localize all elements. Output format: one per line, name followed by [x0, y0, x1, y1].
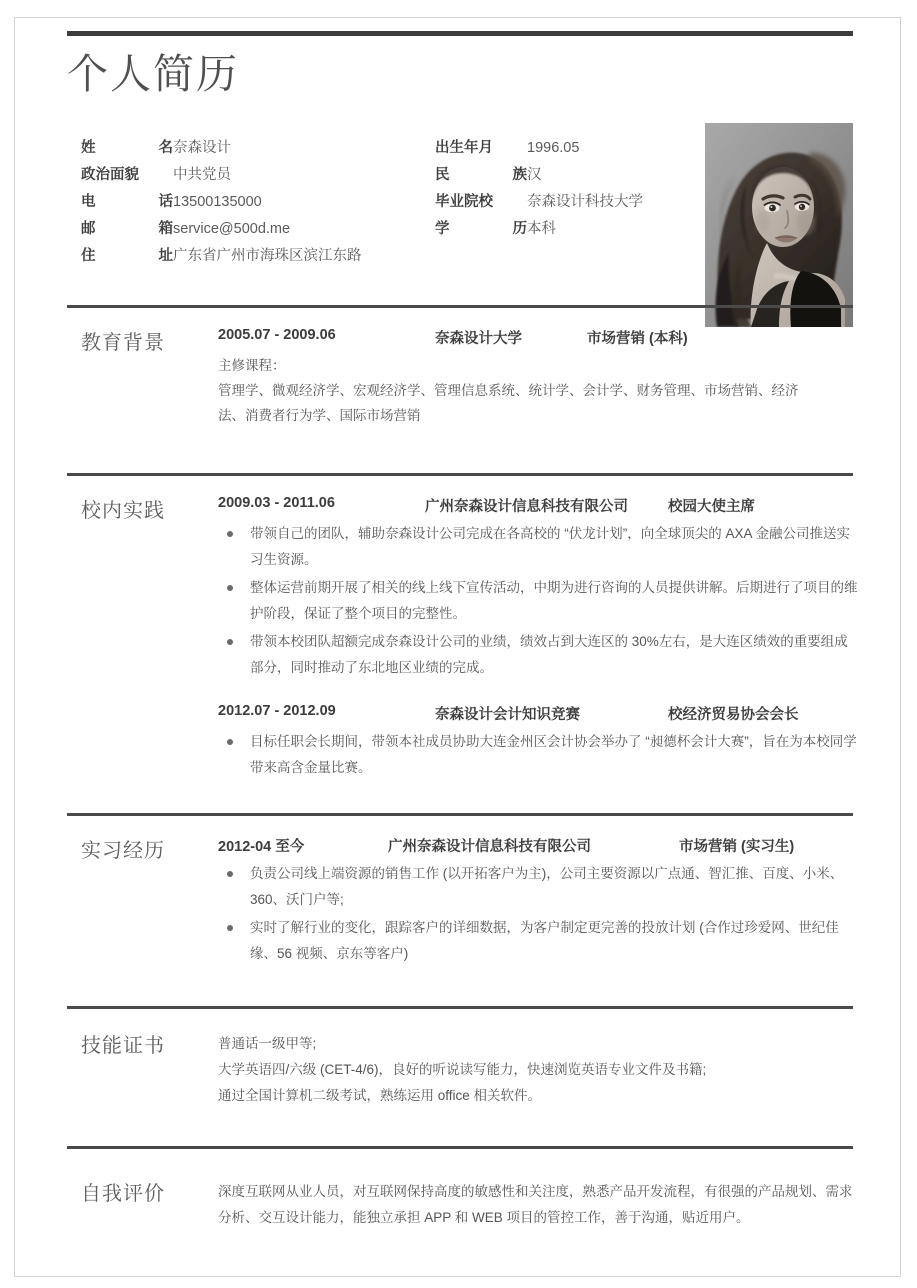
- section-divider-rule: [67, 473, 853, 476]
- info-row-name: [81, 136, 431, 163]
- entry-bullet-list: [218, 729, 858, 781]
- section-label-skills: 技能证书: [81, 1035, 165, 1057]
- entry-date: 2012.07 - 2012.09: [218, 703, 336, 719]
- info-value-email: service@500d.me: [173, 221, 291, 237]
- info-value-address: 广东省广州市海珠区滨江东路: [173, 248, 362, 264]
- info-label-ethnicity: 民 族: [435, 167, 527, 183]
- section-body-skills: [218, 1031, 858, 1109]
- section-body-campus-practice: [218, 495, 858, 783]
- info-label-name: 姓 名: [81, 140, 173, 156]
- education-courses-line-2: 法、消费者行为学、国际市场营销: [218, 408, 421, 423]
- list-item: 整体运营前期开展了相关的线上线下宣传活动，中期为进行咨询的人员提供讲解。后期进行了项目的维护阶段，保证了整个项目的完整性。: [218, 575, 858, 627]
- entry-heading: [218, 703, 858, 729]
- page-title: 个人简历: [67, 51, 239, 97]
- section-divider-rule: [67, 813, 853, 816]
- entry-organization: 奈森设计大学: [435, 331, 522, 347]
- info-row-university: [435, 190, 705, 217]
- section-body-internship: [218, 835, 858, 969]
- entry-organization: 广州奈森设计信息科技有限公司: [388, 839, 591, 855]
- section-body-self-evaluation: [218, 1179, 858, 1231]
- portrait-photo-graphic: [705, 123, 853, 327]
- top-divider-rule: [67, 31, 853, 36]
- personal-info-right-column: [435, 136, 705, 244]
- entry-heading: [218, 327, 858, 353]
- entry-role: 校经济贸易协会会长: [668, 707, 799, 723]
- portrait-photo: [705, 123, 853, 327]
- info-row-ethnicity: [435, 163, 705, 190]
- skill-line: 大学英语四/六级 (CET-4/6)，良好的听说读写能力，快速浏览英语专业文件及书籍;: [218, 1062, 707, 1077]
- section-label-self-evaluation: 自我评价: [81, 1183, 165, 1205]
- entry-organization: 广州奈森设计信息科技有限公司: [425, 499, 628, 515]
- education-courses-line-1: 管理学、微观经济学、宏观经济学、管理信息系统、统计学、会计学、财务管理、市场营销、经济: [218, 383, 799, 398]
- entry-heading: [218, 495, 858, 521]
- entry-role: 市场营销 (实习生): [679, 839, 795, 855]
- info-value-university: 奈森设计科技大学: [527, 194, 643, 210]
- info-row-political-status: [81, 163, 431, 190]
- info-row-phone: [81, 190, 431, 217]
- section-label-education: 教育背景: [81, 332, 165, 354]
- entry-role: 校园大使主席: [668, 499, 755, 515]
- section-body-education: [218, 327, 858, 428]
- entry-date: 2005.07 - 2009.06: [218, 327, 336, 343]
- entry-date: 2012-04 至今: [218, 839, 305, 855]
- info-row-birth-date: [435, 136, 705, 163]
- entry-bullet-list: [218, 521, 858, 681]
- info-label-degree: 学 历: [435, 221, 527, 237]
- entry-date: 2009.03 - 2011.06: [218, 495, 335, 511]
- info-row-address: [81, 244, 431, 271]
- info-value-political-status: 中共党员: [173, 167, 231, 183]
- info-label-email: 邮 箱: [81, 221, 173, 237]
- info-value-phone: 13500135000: [173, 194, 262, 210]
- entry-bullet-list: [218, 861, 858, 967]
- skill-line: 通过全国计算机二级考试，熟练运用 office 相关软件。: [218, 1088, 542, 1103]
- entry-heading: [218, 835, 858, 861]
- list-item: 负责公司线上端资源的销售工作 (以开拓客户为主)，公司主要资源以广点通、智汇推、百度、小米、360、沃门户等;: [218, 861, 858, 913]
- info-label-political-status: 政治面貌: [81, 167, 139, 183]
- skill-line: 普通话一级甲等;: [218, 1036, 317, 1051]
- list-item: 带领本校团队超额完成奈森设计公司的业绩，绩效占到大连区的 30%左右，是大连区绩效的重要组成部分，同时推动了东北地区业绩的完成。: [218, 629, 858, 681]
- info-label-birth-date: 出生年月: [435, 140, 493, 156]
- section-label-campus-practice: 校内实践: [81, 500, 165, 522]
- info-value-ethnicity: 汉: [527, 167, 542, 183]
- entry-role: 市场营销 (本科): [587, 331, 688, 347]
- info-label-university: 毕业院校: [435, 194, 493, 210]
- entry-organization: 奈森设计会计知识竞赛: [435, 707, 580, 723]
- info-row-degree: [435, 217, 705, 244]
- education-courses-label: 主修课程：: [218, 358, 286, 373]
- info-value-birth-date: 1996.05: [527, 140, 580, 156]
- list-item: 目标任职会长期间，带领本社成员协助大连金州区会计协会举办了 “昶德杯会计大赛”，旨在为本校同学带来高含金量比赛。: [218, 729, 858, 781]
- section-divider-rule: [67, 305, 853, 308]
- section-divider-rule: [67, 1006, 853, 1009]
- list-item: 实时了解行业的变化，跟踪客户的详细数据，为客户制定更完善的投放计划 (合作过珍爱网、世纪佳缘、56 视频、京东等客户): [218, 915, 858, 967]
- section-label-internship: 实习经历: [81, 840, 165, 862]
- info-value-name: 奈森设计: [173, 140, 231, 156]
- info-value-degree: 本科: [527, 221, 556, 237]
- resume-page: [14, 17, 901, 1277]
- info-row-email: [81, 217, 431, 244]
- info-label-phone: 电 话: [81, 194, 173, 210]
- section-divider-rule: [67, 1146, 853, 1149]
- personal-info-left-column: [81, 136, 431, 271]
- self-evaluation-text: 深度互联网从业人员，对互联网保持高度的敏感性和关注度，熟悉产品开发流程，有很强的产品规划、需求分析、交互设计能力，能独立承担 APP 和 WEB 项目的管控工作，善于沟通，贴近用户。: [218, 1184, 853, 1225]
- info-label-address: 住 址: [81, 248, 173, 264]
- list-item: 带领自己的团队，辅助奈森设计公司完成在各高校的 “伏龙计划”，向全球顶尖的 AXA 金融公司推送实习生资源。: [218, 521, 858, 573]
